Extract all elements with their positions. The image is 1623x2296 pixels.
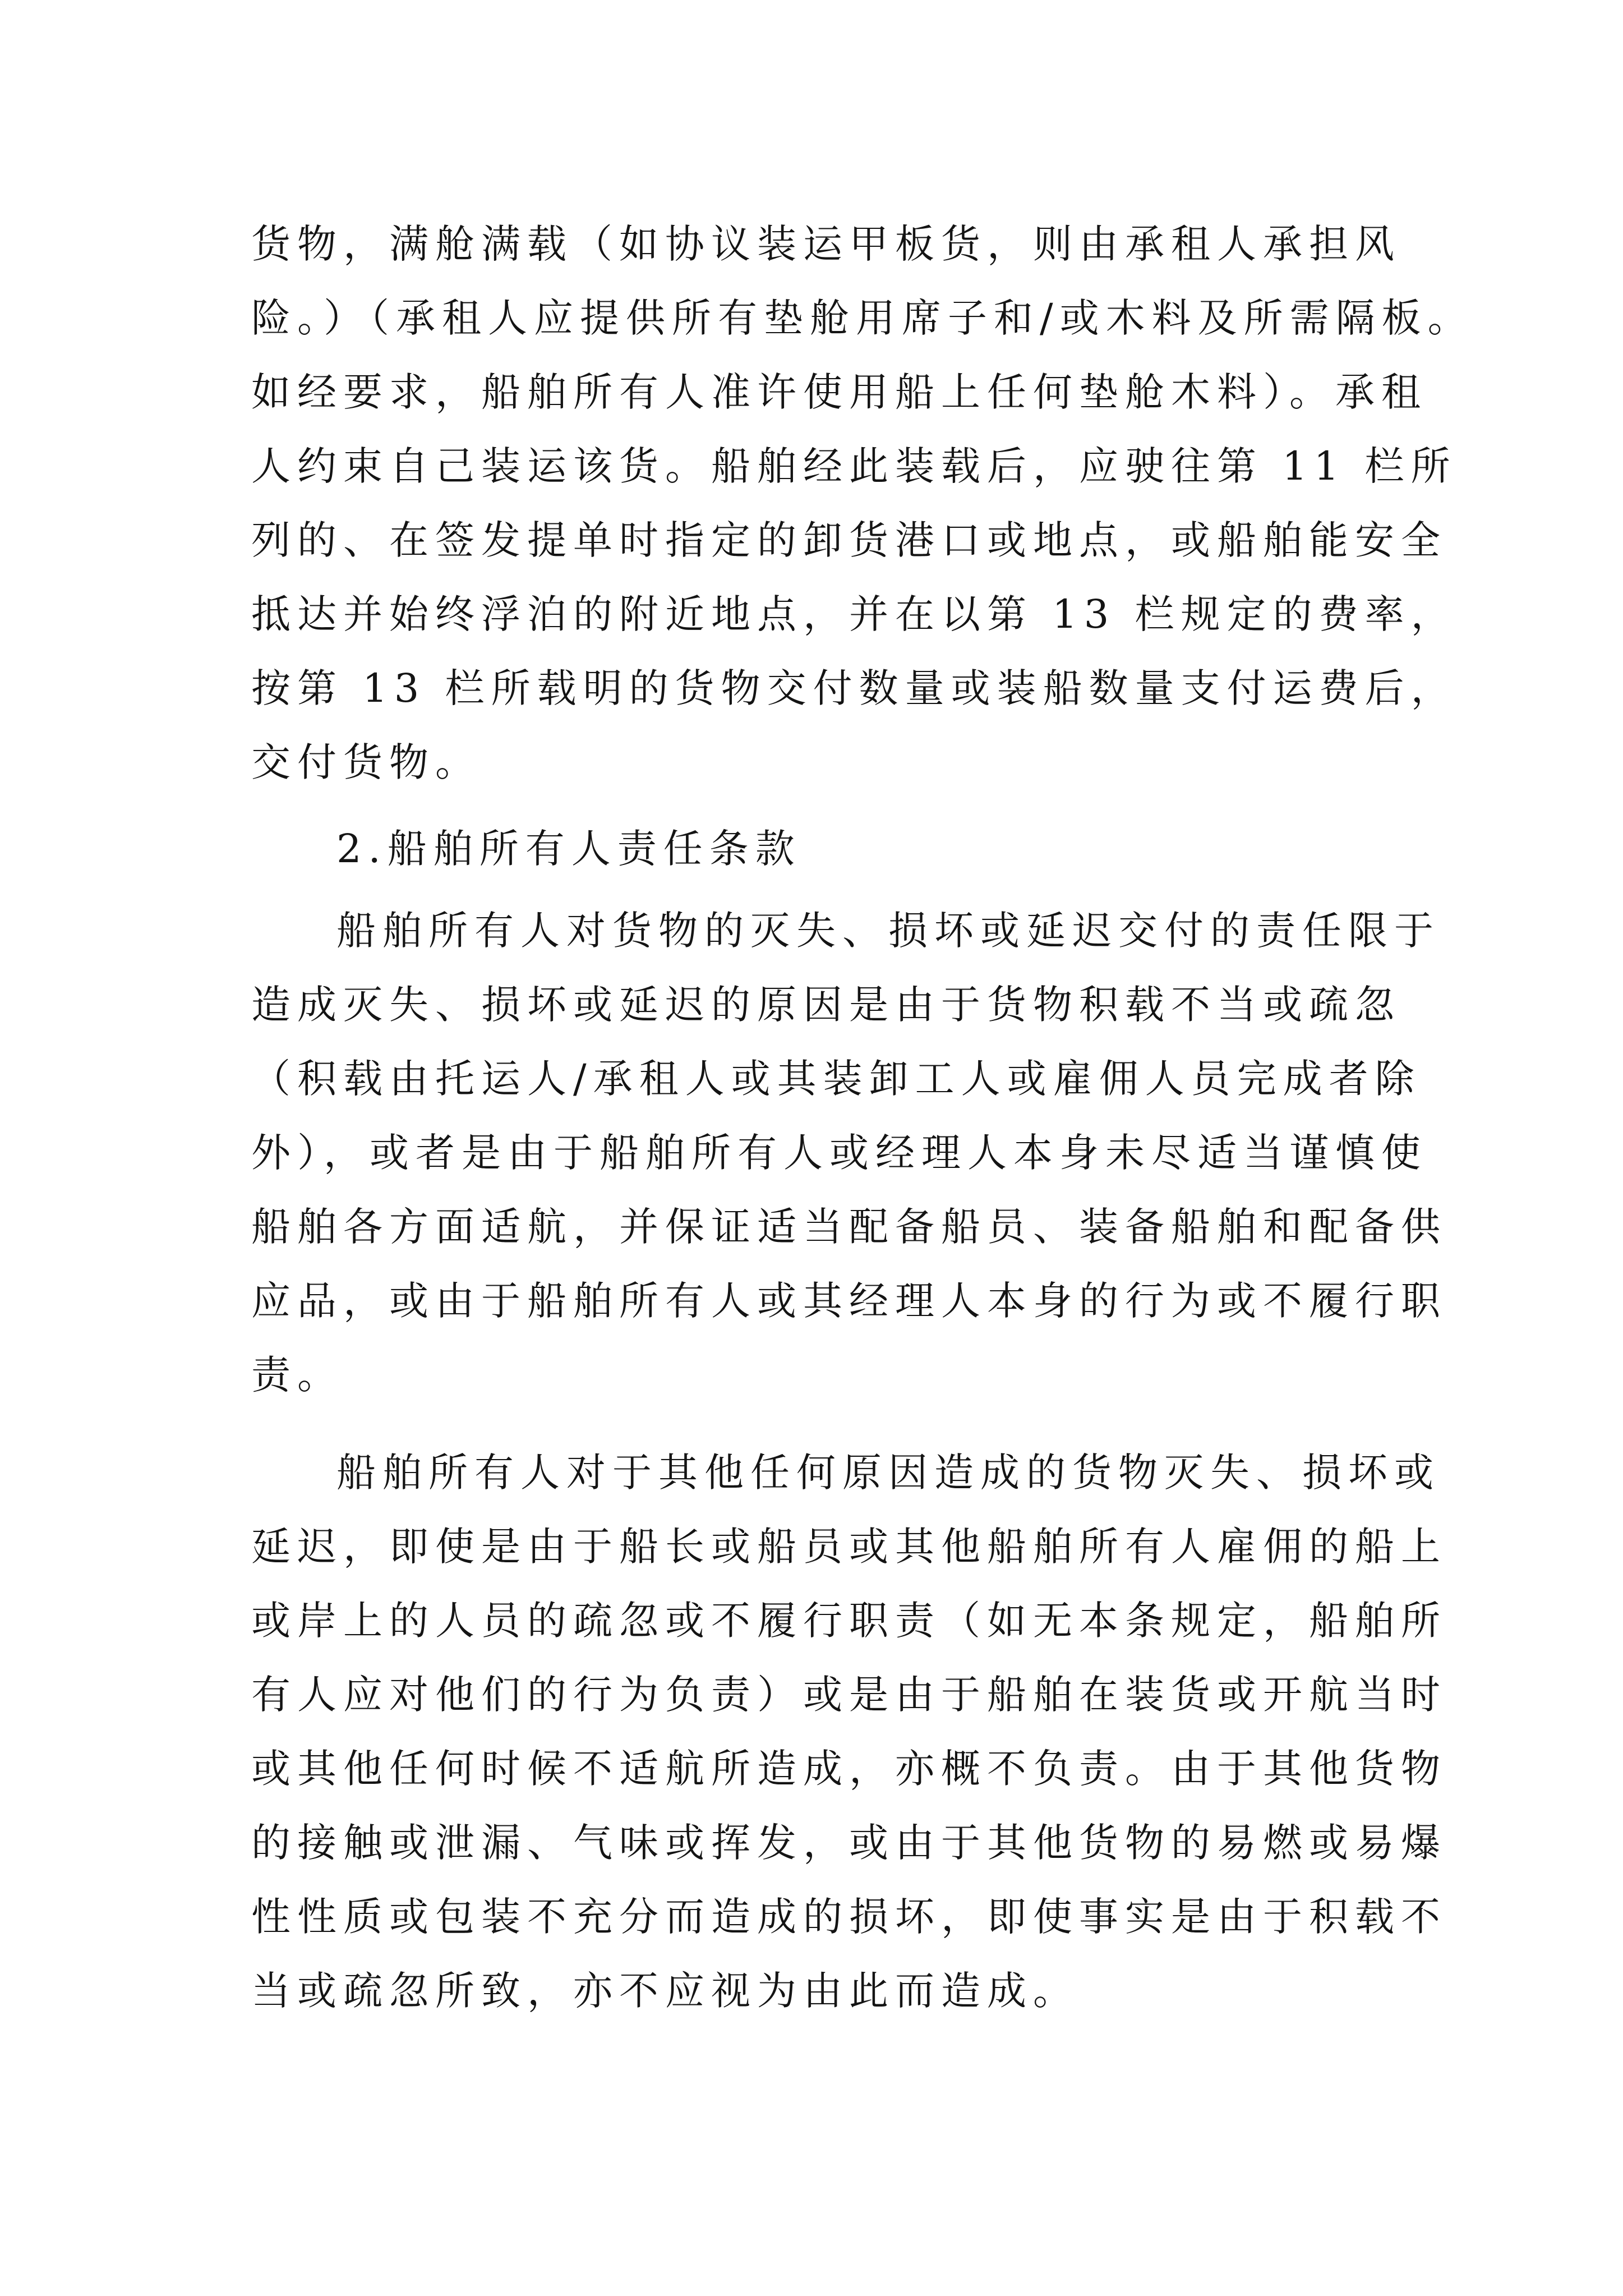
text-line: 船舶所有人对货物的灭失、损坏或延迟交付的责任限于 <box>336 908 1440 954</box>
text-line: 的接触或泄漏、气味或挥发，或由于其他货物的易燃或易爆 <box>251 1820 1447 1866</box>
text-line: 或岸上的人员的疏忽或不履行职责（如无本条规定，船舶所 <box>251 1598 1447 1644</box>
text-line: 险。）（承租人应提供所有垫舱用席子和/或木料及所需隔板。 <box>251 295 1474 341</box>
text-line: 船舶各方面适航，并保证适当配备船员、装备船舶和配备供 <box>251 1204 1447 1250</box>
text-line: 当或疏忽所致，亦不应视为由此而造成。 <box>251 1968 1079 2014</box>
text-line: 列的、在签发提单时指定的卸货港口或地点，或船舶能安全 <box>251 517 1447 563</box>
text-line: 造成灭失、损坏或延迟的原因是由于货物积载不当或疏忽 <box>251 982 1401 1028</box>
text-line: 外），或者是由于船舶所有人或经理人本身未尽适当谨慎使 <box>251 1130 1427 1176</box>
text-line: 延迟，即使是由于船长或船员或其他船舶所有人雇佣的船上 <box>251 1524 1447 1570</box>
text-line: 交付货物。 <box>251 739 481 785</box>
text-line: 性性质或包装不充分而造成的损坏，即使事实是由于积载不 <box>251 1894 1447 1940</box>
text-line: 按第 13 栏所载明的货物交付数量或装船数量支付运费后， <box>251 665 1457 711</box>
text-line: （积载由托运人/承租人或其装卸工人或雇佣人员完成者除 <box>251 1056 1421 1102</box>
text-line: 抵达并始终浮泊的附近地点，并在以第 13 栏规定的费率， <box>251 591 1457 637</box>
text-line: 如经要求，船舶所有人准许使用船上任何垫舱木料）。承租 <box>251 369 1427 415</box>
text-line: 船舶所有人对于其他任何原因造成的货物灭失、损坏或 <box>336 1450 1440 1496</box>
text-line: 人约束自己装运该货。船舶经此装载后，应驶往第 11 栏所 <box>251 443 1457 489</box>
text-line: 货物，满舱满载（如协议装运甲板货，则由承租人承担风 <box>251 221 1401 267</box>
text-line: 或其他任何时候不适航所造成，亦概不负责。由于其他货物 <box>251 1746 1447 1792</box>
text-line: 有人应对他们的行为负责）或是由于船舶在装货或开航当时 <box>251 1672 1447 1718</box>
text-line: 应品，或由于船舶所有人或其经理人本身的行为或不履行职 <box>251 1278 1447 1324</box>
section-heading: 2.船舶所有人责任条款 <box>336 826 801 872</box>
text-line: 责。 <box>251 1352 343 1398</box>
